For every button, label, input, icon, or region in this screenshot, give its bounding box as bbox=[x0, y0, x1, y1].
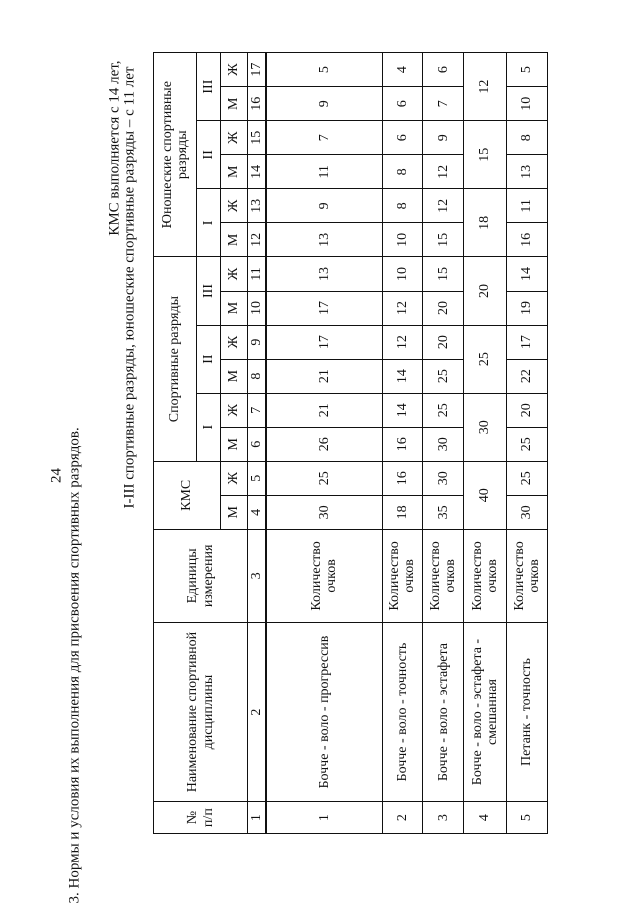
table-row bbox=[423, 53, 464, 834]
row-value-merged: 18 bbox=[464, 189, 507, 257]
row-value: 9 bbox=[423, 121, 464, 155]
row-value: 9 bbox=[266, 189, 382, 223]
row-value: 21 bbox=[266, 359, 382, 393]
row-value: 8 bbox=[382, 155, 423, 189]
section-heading: 3. Нормы и условия их выполнения для присвоения спортивных разрядов. bbox=[66, 427, 83, 904]
row-value: 6 bbox=[423, 53, 464, 87]
row-value: 25 bbox=[423, 359, 464, 393]
row-num: 2 bbox=[382, 802, 423, 834]
header-sport-II: II bbox=[196, 325, 220, 393]
row-discipline: Бочче - воло - эстафета - смешанная bbox=[464, 622, 507, 801]
row-num: 3 bbox=[423, 802, 464, 834]
row-value-merged: 20 bbox=[464, 257, 507, 325]
row-value: 25 bbox=[507, 461, 548, 495]
row-value: 30 bbox=[423, 427, 464, 461]
row-value: 22 bbox=[507, 359, 548, 393]
row-units: Количество очков bbox=[423, 529, 464, 622]
col-number: 11 bbox=[248, 257, 266, 291]
row-value: 15 bbox=[423, 257, 464, 291]
note-kms-age: КМС выполняется с 14 лет, bbox=[106, 60, 123, 236]
col-number: 4 bbox=[248, 495, 266, 529]
col-number: 14 bbox=[248, 155, 266, 189]
row-num: 1 bbox=[266, 802, 382, 834]
header-m: М bbox=[220, 495, 248, 529]
row-units: Количество очков bbox=[382, 529, 423, 622]
header-m: М bbox=[220, 155, 248, 189]
row-value: 15 bbox=[423, 223, 464, 257]
col-number: 3 bbox=[248, 529, 266, 622]
row-value: 25 bbox=[507, 427, 548, 461]
row-value: 13 bbox=[266, 223, 382, 257]
row-value: 26 bbox=[266, 427, 382, 461]
table-row bbox=[464, 53, 507, 834]
row-discipline: Бочче - воло - прогрессив bbox=[266, 622, 382, 801]
row-value: 20 bbox=[423, 291, 464, 325]
row-value-merged: 40 bbox=[464, 461, 507, 529]
header-zh: Ж bbox=[220, 393, 248, 427]
col-number: 8 bbox=[248, 359, 266, 393]
header-zh: Ж bbox=[220, 257, 248, 291]
header-zh: Ж bbox=[220, 53, 248, 87]
row-value: 11 bbox=[507, 189, 548, 223]
header-sport-I: I bbox=[196, 393, 220, 461]
header-youth-II: II bbox=[196, 121, 220, 189]
row-value: 18 bbox=[382, 495, 423, 529]
row-value-merged: 12 bbox=[464, 53, 507, 121]
row-num: 4 bbox=[464, 802, 507, 834]
col-number: 10 bbox=[248, 291, 266, 325]
table-row bbox=[507, 53, 548, 834]
row-value-merged: 30 bbox=[464, 393, 507, 461]
row-value: 20 bbox=[507, 393, 548, 427]
row-value: 10 bbox=[507, 87, 548, 121]
row-value: 30 bbox=[507, 495, 548, 529]
row-value-merged: 15 bbox=[464, 121, 507, 189]
row-value: 10 bbox=[382, 223, 423, 257]
header-m: М bbox=[220, 359, 248, 393]
col-number: 9 bbox=[248, 325, 266, 359]
header-sport-III: III bbox=[196, 257, 220, 325]
column-number-row bbox=[248, 53, 266, 834]
header-youth-III: III bbox=[196, 53, 220, 121]
row-value: 8 bbox=[382, 189, 423, 223]
row-value: 13 bbox=[507, 155, 548, 189]
row-value: 9 bbox=[266, 87, 382, 121]
header-sport-ranks: Спортивные разряды bbox=[154, 257, 197, 461]
col-number: 6 bbox=[248, 427, 266, 461]
row-value: 17 bbox=[507, 325, 548, 359]
row-value: 5 bbox=[507, 53, 548, 87]
row-value: 6 bbox=[382, 121, 423, 155]
row-value: 10 bbox=[382, 257, 423, 291]
row-value: 16 bbox=[507, 223, 548, 257]
col-number: 12 bbox=[248, 223, 266, 257]
row-value: 12 bbox=[423, 155, 464, 189]
table-row bbox=[382, 53, 423, 834]
row-units: Количество очков bbox=[464, 529, 507, 622]
col-number: 17 bbox=[248, 53, 266, 87]
row-value: 7 bbox=[423, 87, 464, 121]
row-value: 30 bbox=[266, 495, 382, 529]
col-number: 5 bbox=[248, 461, 266, 495]
row-units: Количество очков bbox=[507, 529, 548, 622]
header-youth-I: I bbox=[196, 189, 220, 257]
row-value: 19 bbox=[507, 291, 548, 325]
col-number: 7 bbox=[248, 393, 266, 427]
row-value: 16 bbox=[382, 461, 423, 495]
row-value: 6 bbox=[382, 87, 423, 121]
row-value: 14 bbox=[382, 359, 423, 393]
col-number: 2 bbox=[248, 622, 266, 801]
header-m: М bbox=[220, 291, 248, 325]
row-value: 11 bbox=[266, 155, 382, 189]
row-discipline: Бочче - воло - эстафета bbox=[423, 622, 464, 801]
row-value-merged: 25 bbox=[464, 325, 507, 393]
col-number: 15 bbox=[248, 121, 266, 155]
header-units: Единицы измерения bbox=[154, 529, 248, 622]
row-value: 25 bbox=[266, 461, 382, 495]
row-value: 14 bbox=[382, 393, 423, 427]
norms-table bbox=[153, 52, 548, 834]
header-num: № п/п bbox=[154, 802, 248, 834]
row-value: 25 bbox=[423, 393, 464, 427]
page-number: 24 bbox=[48, 468, 65, 483]
header-zh: Ж bbox=[220, 325, 248, 359]
row-value: 12 bbox=[382, 325, 423, 359]
row-value: 12 bbox=[423, 189, 464, 223]
row-value: 13 bbox=[266, 257, 382, 291]
row-value: 17 bbox=[266, 291, 382, 325]
row-value: 20 bbox=[423, 325, 464, 359]
header-kms: КМС bbox=[154, 461, 221, 529]
header-youth-ranks: Юношеские спортивные разряды bbox=[154, 53, 197, 257]
header-zh: Ж bbox=[220, 189, 248, 223]
header-zh: Ж bbox=[220, 461, 248, 495]
col-number: 1 bbox=[248, 802, 266, 834]
header-m: М bbox=[220, 87, 248, 121]
header-discipline: Наименование спортивной дисциплины bbox=[154, 622, 248, 801]
row-value: 5 bbox=[266, 53, 382, 87]
row-discipline: Петанк - точность bbox=[507, 622, 548, 801]
row-value: 16 bbox=[382, 427, 423, 461]
note-ranks-age: I-III спортивные разряды, юношеские спортивные разряды – с 11 лет bbox=[121, 66, 138, 509]
row-value: 7 bbox=[266, 121, 382, 155]
row-value: 21 bbox=[266, 393, 382, 427]
col-number: 13 bbox=[248, 189, 266, 223]
row-num: 5 bbox=[507, 802, 548, 834]
row-value: 35 bbox=[423, 495, 464, 529]
col-number: 16 bbox=[248, 87, 266, 121]
header-zh: Ж bbox=[220, 121, 248, 155]
header-m: М bbox=[220, 427, 248, 461]
row-value: 30 bbox=[423, 461, 464, 495]
row-value: 4 bbox=[382, 53, 423, 87]
row-value: 17 bbox=[266, 325, 382, 359]
row-value: 14 bbox=[507, 257, 548, 291]
row-value: 8 bbox=[507, 121, 548, 155]
row-value: 12 bbox=[382, 291, 423, 325]
row-discipline: Бочче - воло - точность bbox=[382, 622, 423, 801]
row-units: Количество очков bbox=[266, 529, 382, 622]
table-row bbox=[266, 53, 382, 834]
header-m: М bbox=[220, 223, 248, 257]
